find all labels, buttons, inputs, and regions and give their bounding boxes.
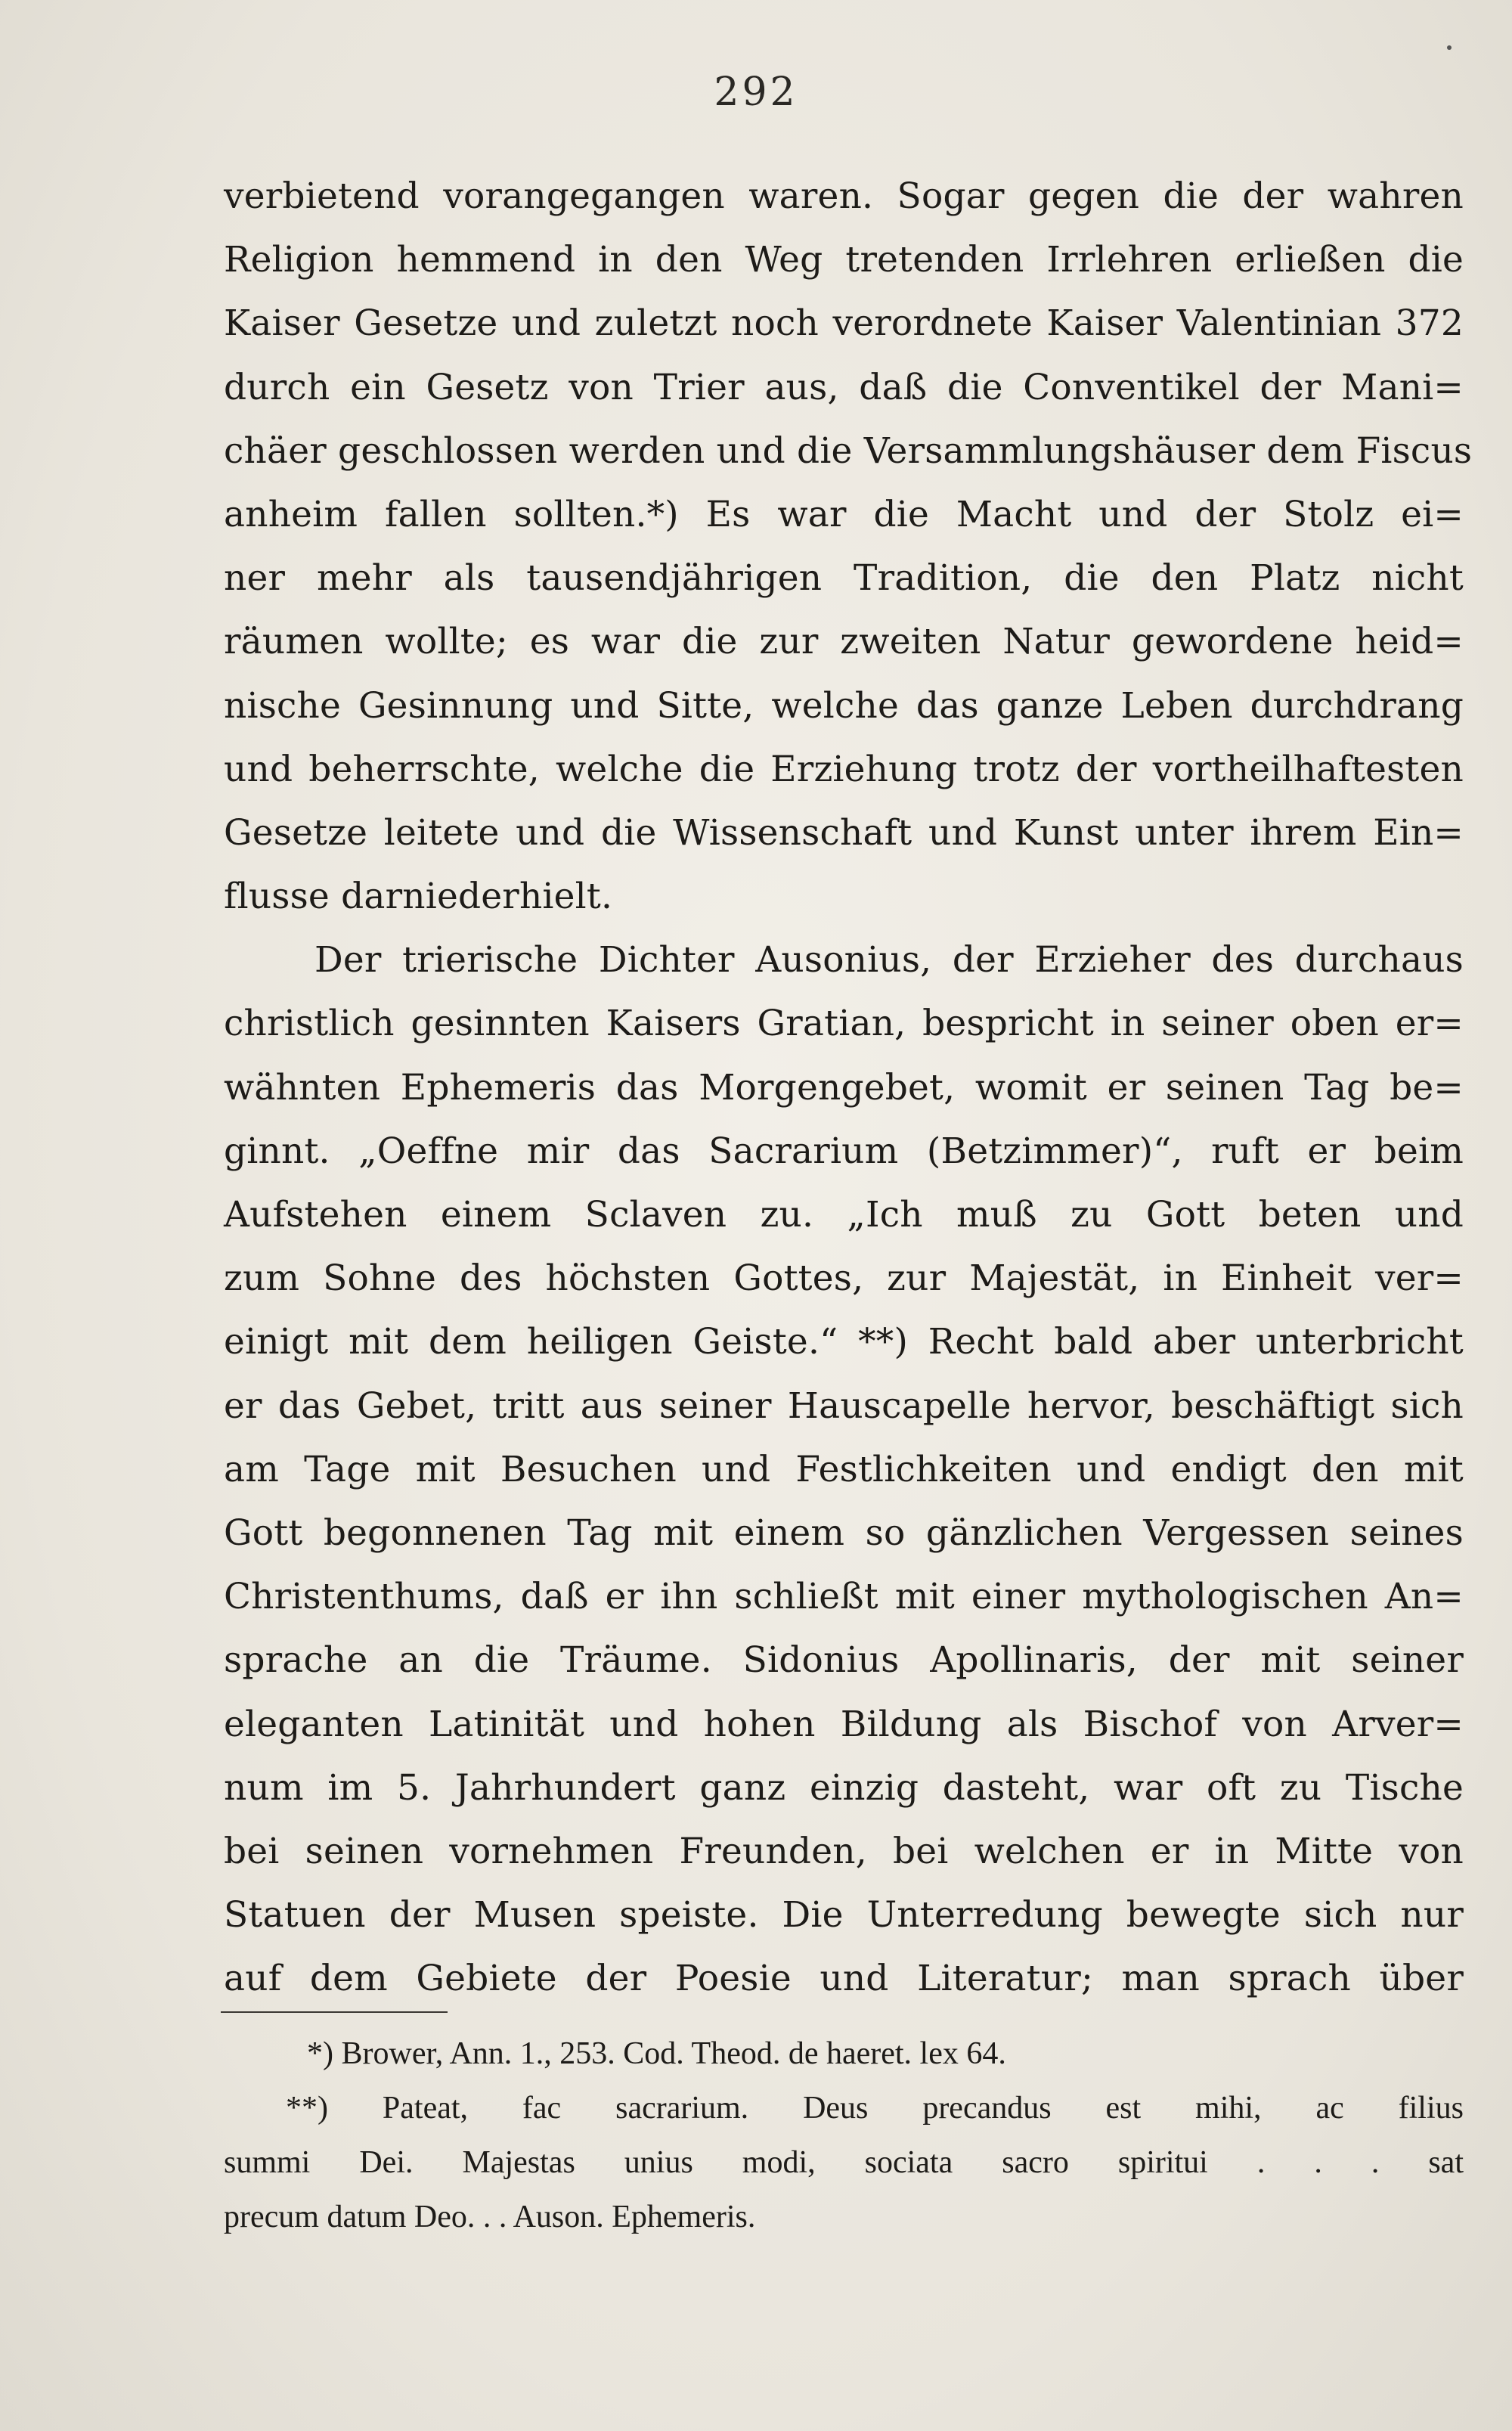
text-line: chäer geschlossen werden und die Versammlungshäuser dem Fiscus (224, 429, 1473, 472)
page-number: 292 (714, 70, 798, 115)
text-line: Kaiser Gesetze und zuletzt noch verordnete Kaiser Valentinian 372 (224, 302, 1464, 345)
footnotes (224, 2026, 1464, 2244)
text-line-paragraph-end: flusse darniederhielt. (224, 876, 613, 918)
text-line: durch ein Gesetz von Trier aus, daß die Conventikel der Mani= (224, 366, 1464, 408)
text-line: wähnten Ephemeris das Morgengebet, womit er seinen Tag be= (224, 1066, 1464, 1109)
footnote-1: *) Brower, Ann. 1., 253. Cod. Theod. de haeret. lex 64. (307, 2036, 1006, 2071)
main-text (224, 165, 1473, 2011)
text-line: räumen wollte; es war die zur zweiten Natur gewordene heid= (224, 621, 1464, 663)
text-line: auf dem Gebiete der Poesie und Literatur; man sprach über (224, 1958, 1464, 2000)
footnote-2-line: **) Pateat, fac sacrarium. Deus precandus est mihi, ac filius (286, 2091, 1464, 2126)
text-line: nische Gesinnung und Sitte, welche das ganze Leben durchdrang (224, 684, 1464, 727)
text-line: und beherrschte, welche die Erziehung trotz der vortheilhaftesten (224, 748, 1464, 790)
footnote-2-line: precum datum Deo. . . Auson. Ephemeris. (224, 2200, 756, 2234)
text-line: Aufstehen einem Sclaven zu. „Ich muß zu Gott beten und (224, 1194, 1464, 1236)
text-line: bei seinen vornehmen Freunden, bei welchen er in Mitte von (224, 1830, 1464, 1872)
text-line: christlich gesinnten Kaisers Gratian, bespricht in seiner oben er= (224, 1003, 1464, 1045)
text-line: zum Sohne des höchsten Gottes, zur Majestät, in Einheit ver= (224, 1257, 1464, 1300)
text-line: ner mehr als tausendjährigen Tradition, die den Platz nicht (224, 557, 1464, 600)
text-line-paragraph-start: Der trierische Dichter Ausonius, der Erzieher des durchaus (314, 939, 1464, 981)
text-line: eleganten Latinität und hohen Bildung als Bischof von Arver= (224, 1703, 1464, 1745)
text-line: Christenthums, daß er ihn schließt mit einer mythologischen An= (224, 1576, 1464, 1618)
text-line: Religion hemmend in den Weg tretenden Irrlehren erließen die (224, 239, 1464, 281)
print-speck (1447, 45, 1452, 50)
footnote-2-line: summi Dei. Majestas unius modi, sociata sacro spiritui . . . sat (224, 2145, 1464, 2180)
text-line: ginnt. „Oeffne mir das Sacrarium (Betzimmer)“, ruft er beim (224, 1130, 1464, 1172)
text-line: sprache an die Träume. Sidonius Apollinaris, der mit seiner (224, 1639, 1464, 1682)
text-line: er das Gebet, tritt aus seiner Hauscapelle hervor, beschäftigt sich (224, 1384, 1464, 1427)
text-line: Gesetze leitete und die Wissenschaft und Kunst unter ihrem Ein= (224, 811, 1464, 854)
text-line: num im 5. Jahrhundert ganz einzig dasteht, war oft zu Tische (224, 1766, 1464, 1809)
footnote-divider (221, 2011, 448, 2013)
text-line: einigt mit dem heiligen Geiste.“ **) Recht bald aber unterbricht (224, 1321, 1464, 1363)
text-line: Statuen der Musen speiste. Die Unterredung bewegte sich nur (224, 1894, 1464, 1936)
text-line: am Tage mit Besuchen und Festlichkeiten und endigt den mit (224, 1448, 1464, 1490)
text-line: Gott begonnenen Tag mit einem so gänzlichen Vergessen seines (224, 1512, 1464, 1554)
text-line: verbietend vorangegangen waren. Sogar gegen die der wahren (224, 175, 1464, 217)
text-line: anheim fallen sollten.*) Es war die Macht und der Stolz ei= (224, 493, 1464, 535)
